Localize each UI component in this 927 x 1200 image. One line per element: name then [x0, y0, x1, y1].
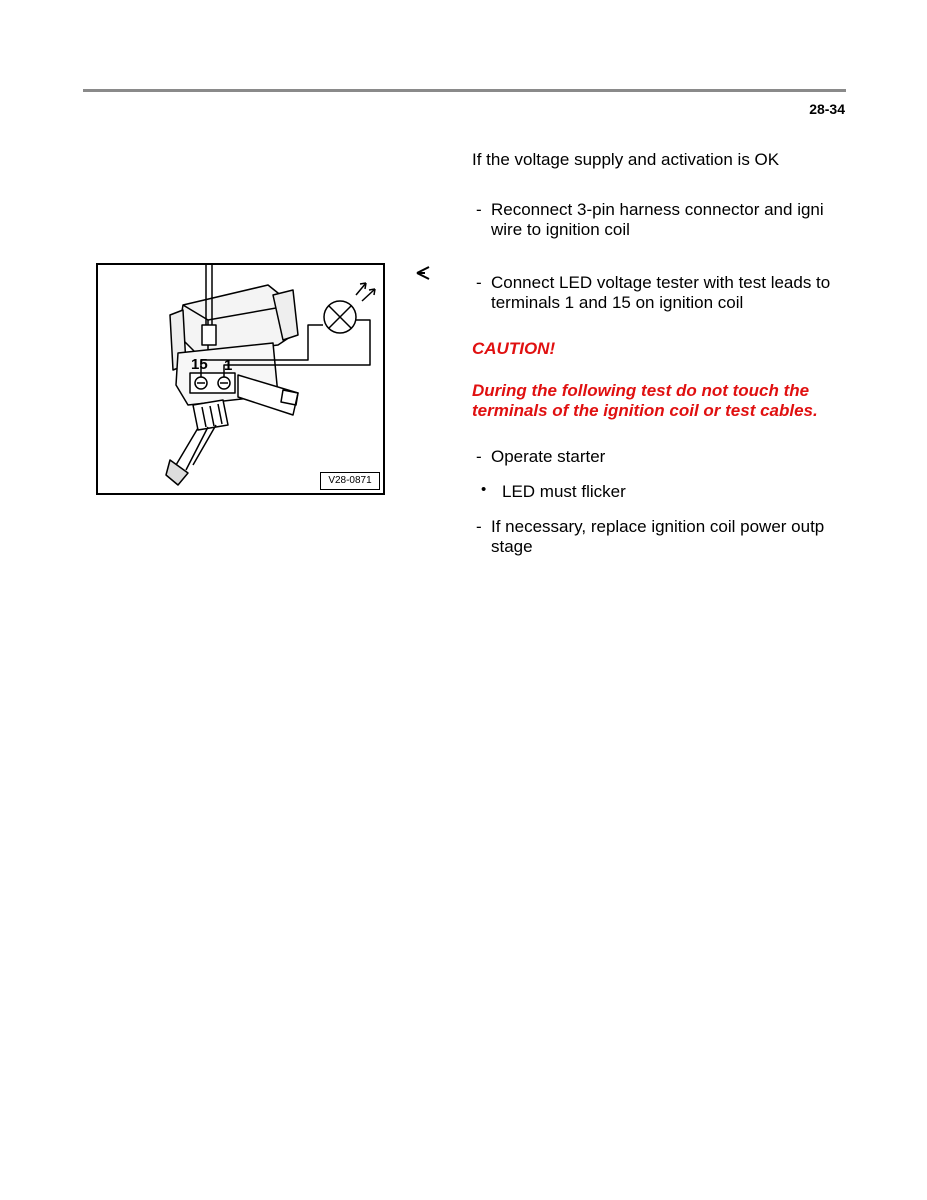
step-text: Reconnect 3-pin harness connector and igni [491, 200, 824, 219]
step-marker: - [476, 447, 482, 466]
step-marker: - [476, 517, 482, 536]
terminal-15-label: 15 [191, 356, 208, 373]
step-text: Operate starter [491, 447, 606, 466]
caution-title: CAUTION! [472, 339, 556, 358]
ignition-coil-drawing [98, 265, 383, 493]
step-marker: - [476, 200, 482, 219]
step-text: stage [491, 537, 533, 556]
page-number: 28-34 [809, 101, 845, 117]
step-text: terminals 1 and 15 on ignition coil [491, 293, 744, 312]
terminal-1-label: 1 [224, 357, 233, 374]
instruction-column [472, 0, 846, 1200]
step-text: Connect LED voltage tester with test leads to [491, 273, 831, 292]
arrow-pointer-icon [415, 265, 431, 281]
caution-text: During the following test do not touch the [472, 381, 810, 400]
step-marker: - [476, 273, 482, 292]
ignition-coil-figure [96, 263, 385, 495]
step-text: wire to ignition coil [491, 220, 630, 239]
intro-text: If the voltage supply and activation is OK [472, 150, 780, 169]
step-text: If necessary, replace ignition coil power outp [491, 517, 825, 536]
bullet-marker: • [481, 481, 487, 498]
caution-text: terminals of the ignition coil or test cables. [472, 401, 818, 420]
figure-label: V28-0871 [320, 472, 380, 490]
bullet-text: LED must flicker [502, 482, 626, 501]
